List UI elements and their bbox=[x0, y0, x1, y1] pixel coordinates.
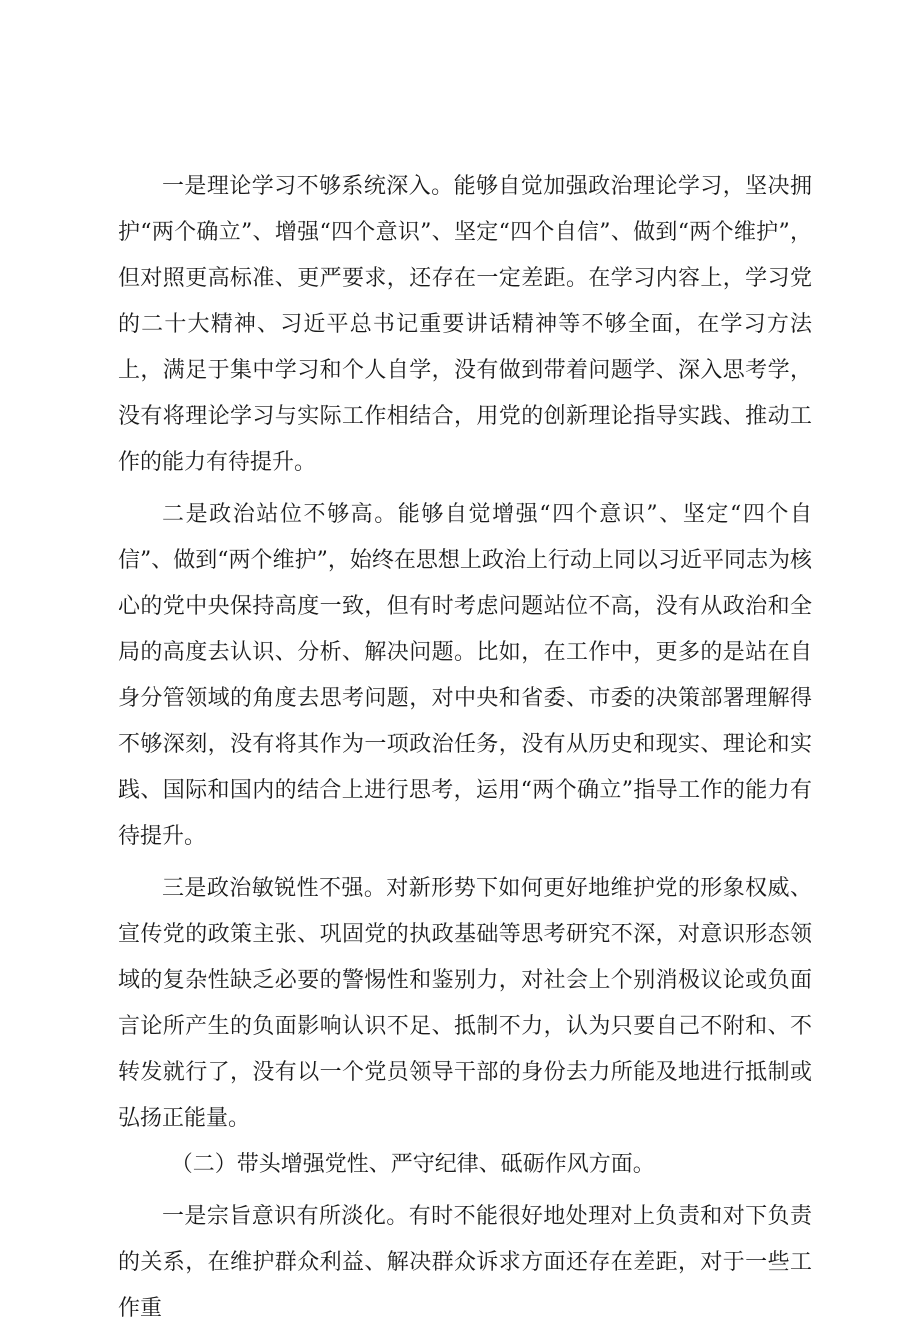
section-heading: （二）带头增强党性、严守纪律、砥砺作风方面。 bbox=[170, 1152, 655, 1177]
paragraph-political-stance: 二是政治站位不够高。能够自觉增强“四个意识”、坚定“四个自信”、做到“两个维护”，始终在思想上政治上行动上同以习近平同志为核心的党中央保持高度一致，但有时考虑问题站位不高，没有从政治和全局的高度去认识、分析、解决问题。比如，在工作中，更多的是站在自身分管领域的角度去思考问题，对中央和省委、市委的决策部署理解得不够深刻，没有将其作为一项政治任务，没有从历史和现实、理论和实践、国际和国内的结合上进行思考，运用“两个确立”指导工作的能力有待提升。 bbox=[118, 502, 812, 849]
paragraph-theory-study: 一是理论学习不够系统深入。能够自觉加强政治理论学习，坚决拥护“两个确立”、增强“四个意识”、坚定“四个自信”、做到“两个维护”，但对照更高标准、更严要求，还存在一定差距。在学习内容上，学习党的二十大精神、习近平总书记重要讲话精神等不够全面，在学习方法上，满足于集中学习和个人自学，没有做到带着问题学、深入思考学，没有将理论学习与实际工作相结合，用党的创新理论指导实践、推动工作的能力有待提升。 bbox=[118, 174, 812, 475]
paragraph-political-sensitivity: 三是政治敏锐性不强。对新形势下如何更好地维护党的形象权威、宣传党的政策主张、巩固党的执政基础等思考研究不深，对意识形态领域的复杂性缺乏必要的警惕性和鉴别力，对社会上个别消极议论或负面言论所产生的负面影响认识不足、抵制不力，认为只要自己不附和、不转发就行了，没有以一个党员领导干部的身份去力所能及地进行抵制或弘扬正能量。 bbox=[118, 876, 812, 1131]
paragraph-purpose-awareness: 一是宗旨意识有所淡化。有时不能很好地处理对上负责和对下负责的关系，在维护群众利益、解决群众诉求方面还存在差距，对于一些工作重 bbox=[118, 1204, 812, 1321]
document-body bbox=[118, 164, 812, 1332]
